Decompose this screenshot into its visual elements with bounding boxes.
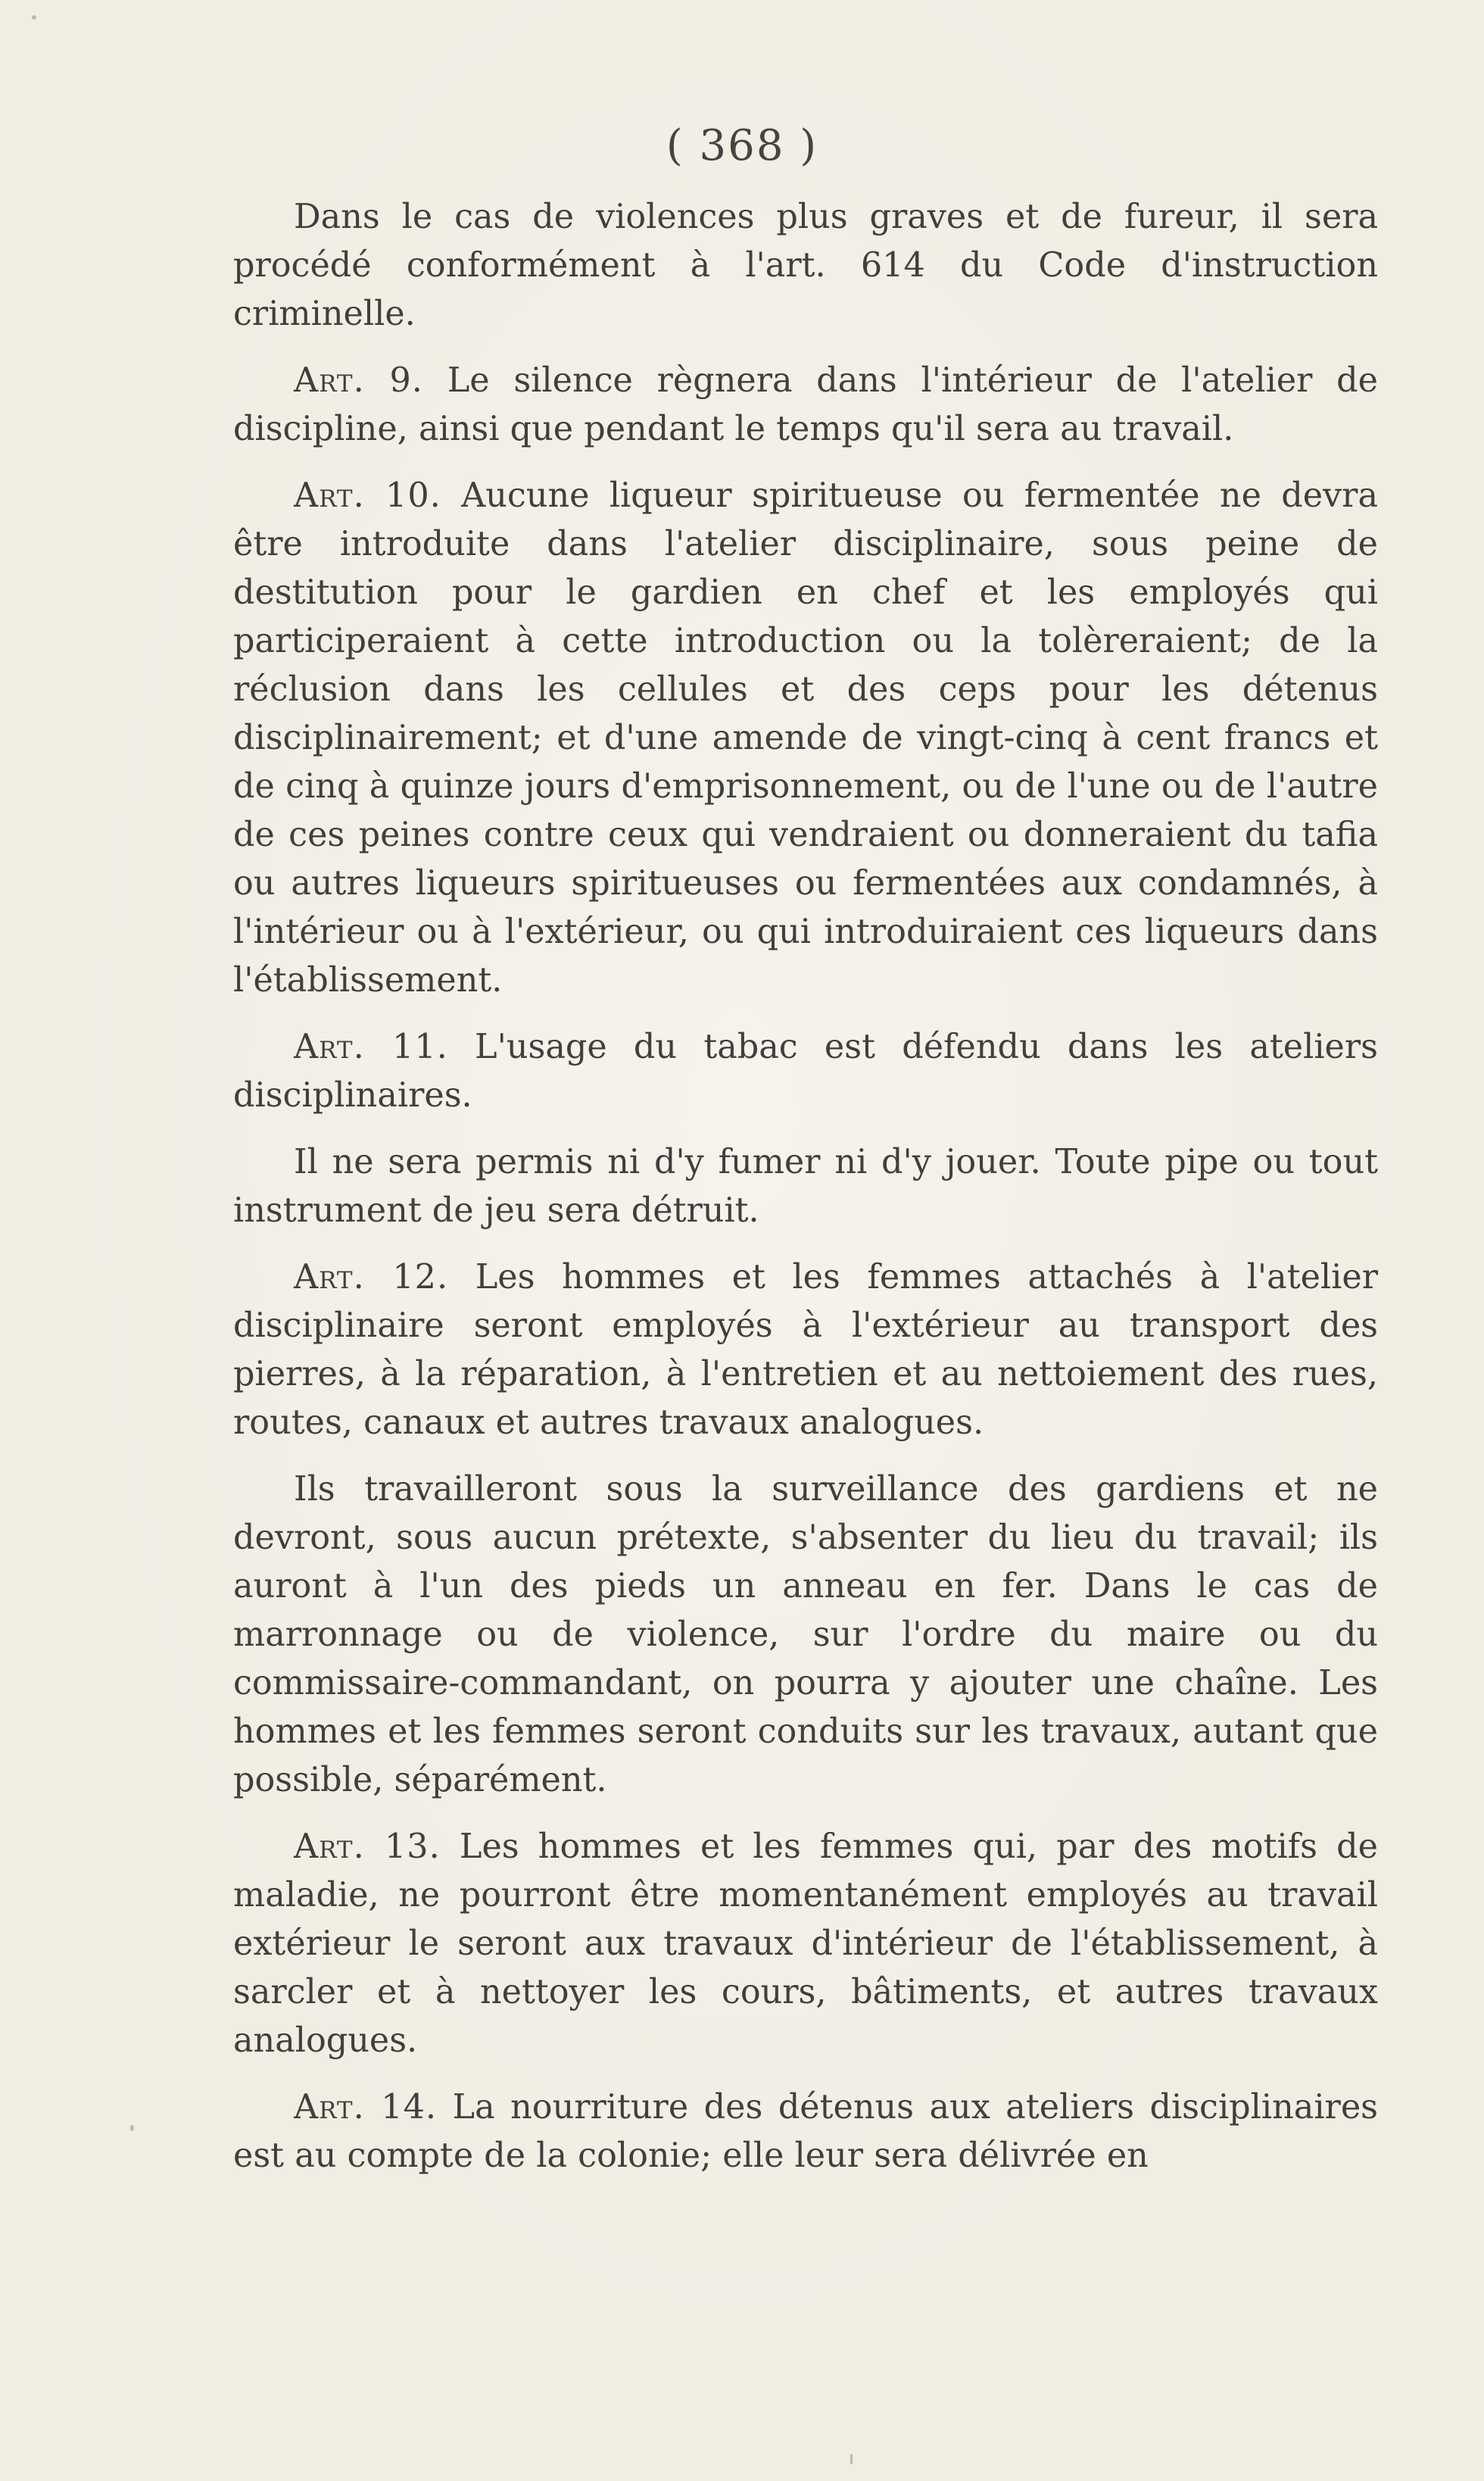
paragraph (233, 2083, 1378, 2180)
paragraph-text: Dans le cas de violences plus graves et de fureur, il sera procédé conformément à l'art. 614 du Code d'instruction criminelle. (233, 198, 1378, 333)
article-number: Art. 12. (294, 1258, 449, 1297)
paper-speck (32, 15, 36, 20)
paragraph (233, 1023, 1378, 1120)
paragraph-text: L'usage du tabac est défendu dans les ateliers disciplinaires. (233, 1028, 1378, 1115)
paragraph-text: Ils travailleront sous la surveillance des gardiens et ne devront, sous aucun prétexte, s'absenter du lieu du travail; ils auront à l'un des pieds un anneau en fer. Dans le cas de marronnage ou de violence, sur l'ordre du maire ou du commissaire-commandant, on pourra y ajouter une chaîne. Les hommes et les femmes seront conduits sur les travaux, autant que possible, séparément. (233, 1470, 1378, 1799)
paragraph (233, 357, 1378, 454)
page-number: ( 368 ) (666, 121, 818, 170)
article-number: Art. 10. (294, 476, 441, 515)
paragraph (233, 472, 1378, 1005)
paper-speck (130, 2125, 134, 2131)
paragraph (233, 193, 1378, 339)
paper-speck (850, 2454, 853, 2464)
body-text (233, 193, 1378, 2199)
paragraph (233, 1138, 1378, 1235)
paragraph-text: Les hommes et les femmes qui, par des motifs de maladie, ne pourront être momentanément employés au travail extérieur le seront aux travaux d'intérieur de l'établissement, à sarcler et à nettoyer les cours, bâtiments, et autres travaux analogues. (233, 1827, 1378, 2060)
paragraph-text: Il ne sera permis ni d'y fumer ni d'y jouer. Toute pipe ou tout instrument de jeu sera détruit. (233, 1143, 1378, 1230)
article-number: Art. 9. (294, 361, 423, 400)
article-number: Art. 11. (294, 1028, 448, 1066)
paragraph-text: La nourriture des détenus aux ateliers disciplinaires est au compte de la colonie; elle leur sera délivrée en (233, 2088, 1378, 2175)
paragraph (233, 1823, 1378, 2065)
article-number: Art. 13. (294, 1827, 441, 1866)
paragraph (233, 1465, 1378, 1805)
paragraph (233, 1253, 1378, 1447)
article-number: Art. 14. (294, 2088, 438, 2127)
paragraph-text: Le silence règnera dans l'intérieur de l'atelier de discipline, ainsi que pendant le temps qu'il sera au travail. (233, 361, 1378, 448)
paragraph-text: Aucune liqueur spiritueuse ou fermentée ne devra être introduite dans l'atelier disciplinaire, sous peine de destitution pour le gardien en chef et les employés qui participeraient à cette introduction ou la tolèreraient; de la réclusion dans les cellules et des ceps pour les détenus disciplinairement; et d'une amende de vingt-cinq à cent francs et de cinq à quinze jours d'emprisonnement, ou de l'une ou de l'autre de ces peines contre ceux qui vendraient ou donneraient du tafia ou autres liqueurs spiritueuses ou fermentées aux condamnés, à l'intérieur ou à l'extérieur, ou qui introduiraient ces liqueurs dans l'établissement. (233, 476, 1378, 1000)
paragraph-text: Les hommes et les femmes attachés à l'atelier disciplinaire seront employés à l'extérieur au transport des pierres, à la réparation, à l'entretien et au nettoiement des rues, routes, canaux et autres travaux analogues. (233, 1258, 1378, 1442)
